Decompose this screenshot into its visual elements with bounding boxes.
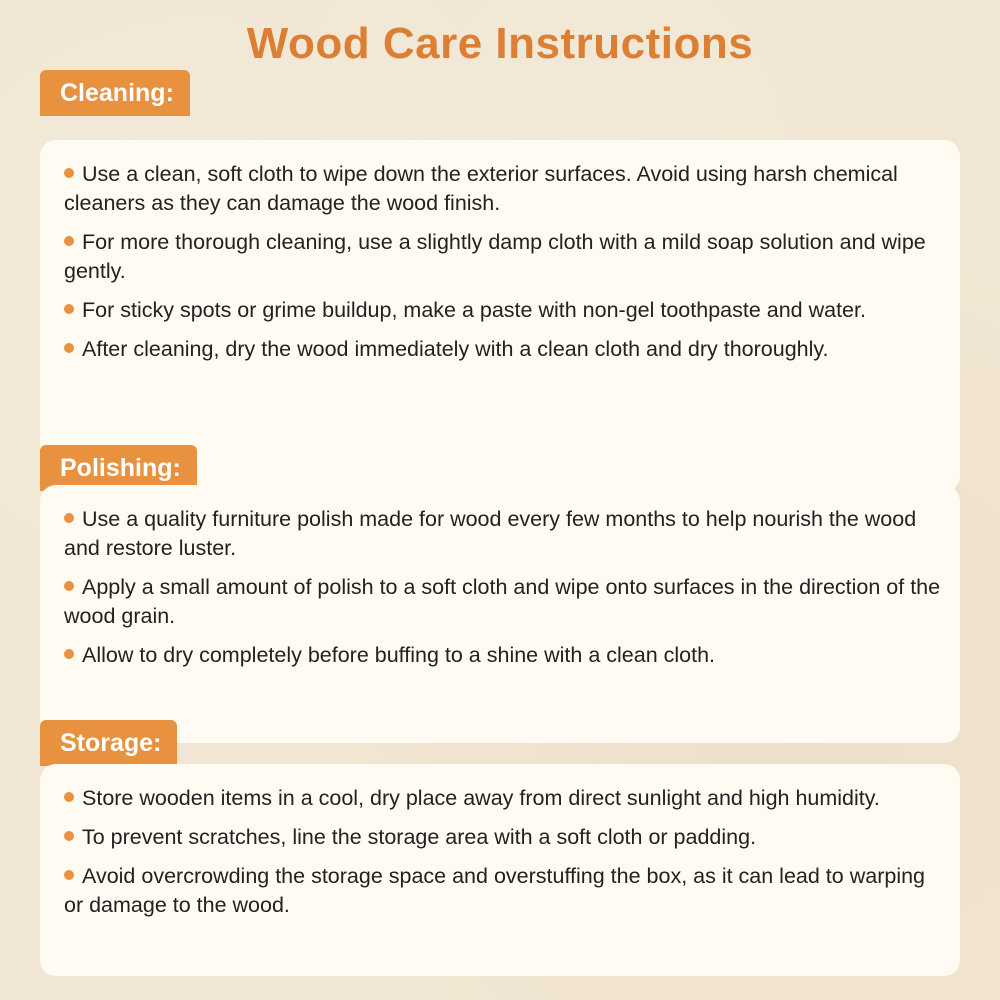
section-heading-polishing: Polishing: <box>40 445 197 491</box>
bullet-dot-icon <box>64 343 74 353</box>
list-item-text: For sticky spots or grime buildup, make a paste with non-gel toothpaste and water. <box>82 298 866 322</box>
list-item <box>64 641 942 670</box>
bullet-dot-icon <box>64 168 74 178</box>
list-item-text: Use a quality furniture polish made for wood every few months to help nourish the wood and restore luster. <box>64 507 917 560</box>
list-item <box>64 823 942 852</box>
bullet-dot-icon <box>64 304 74 314</box>
list-item-text: After cleaning, dry the wood immediately with a clean cloth and dry thoroughly. <box>82 337 829 361</box>
section-heading-cleaning: Cleaning: <box>40 70 190 116</box>
list-item <box>64 335 942 364</box>
list-item-text: Avoid overcrowding the storage space and overstuffing the box, as it can lead to warping or damage to the wood. <box>64 864 926 917</box>
storage-card <box>40 764 960 976</box>
section-heading-storage: Storage: <box>40 720 177 766</box>
cleaning-card <box>40 140 960 492</box>
list-item-text: Apply a small amount of polish to a soft cloth and wipe onto surfaces in the direction of the wood grain. <box>64 575 941 628</box>
list-item-text: For more thorough cleaning, use a slightly damp cloth with a mild soap solution and wipe gently. <box>64 230 926 283</box>
page-title: Wood Care Instructions <box>246 19 754 68</box>
list-item <box>64 573 942 631</box>
list-item <box>64 296 942 325</box>
bullet-dot-icon <box>64 649 74 659</box>
bullet-dot-icon <box>64 831 74 841</box>
bullet-dot-icon <box>64 236 74 246</box>
polishing-card <box>40 485 960 743</box>
list-item-text: To prevent scratches, line the storage area with a soft cloth or padding. <box>82 825 757 849</box>
list-item <box>64 862 942 920</box>
bullet-dot-icon <box>64 581 74 591</box>
list-item-text: Use a clean, soft cloth to wipe down the exterior surfaces. Avoid using harsh chemical cleaners as they can damage the wood finish. <box>64 162 898 215</box>
list-item-text: Allow to dry completely before buffing to a shine with a clean cloth. <box>82 643 716 667</box>
list-item <box>64 160 942 218</box>
list-item <box>64 228 942 286</box>
list-item-text: Store wooden items in a cool, dry place away from direct sunlight and high humidity. <box>82 786 880 810</box>
list-item <box>64 505 942 563</box>
list-item <box>64 784 942 813</box>
bullet-dot-icon <box>64 513 74 523</box>
bullet-dot-icon <box>64 870 74 880</box>
bullet-dot-icon <box>64 792 74 802</box>
